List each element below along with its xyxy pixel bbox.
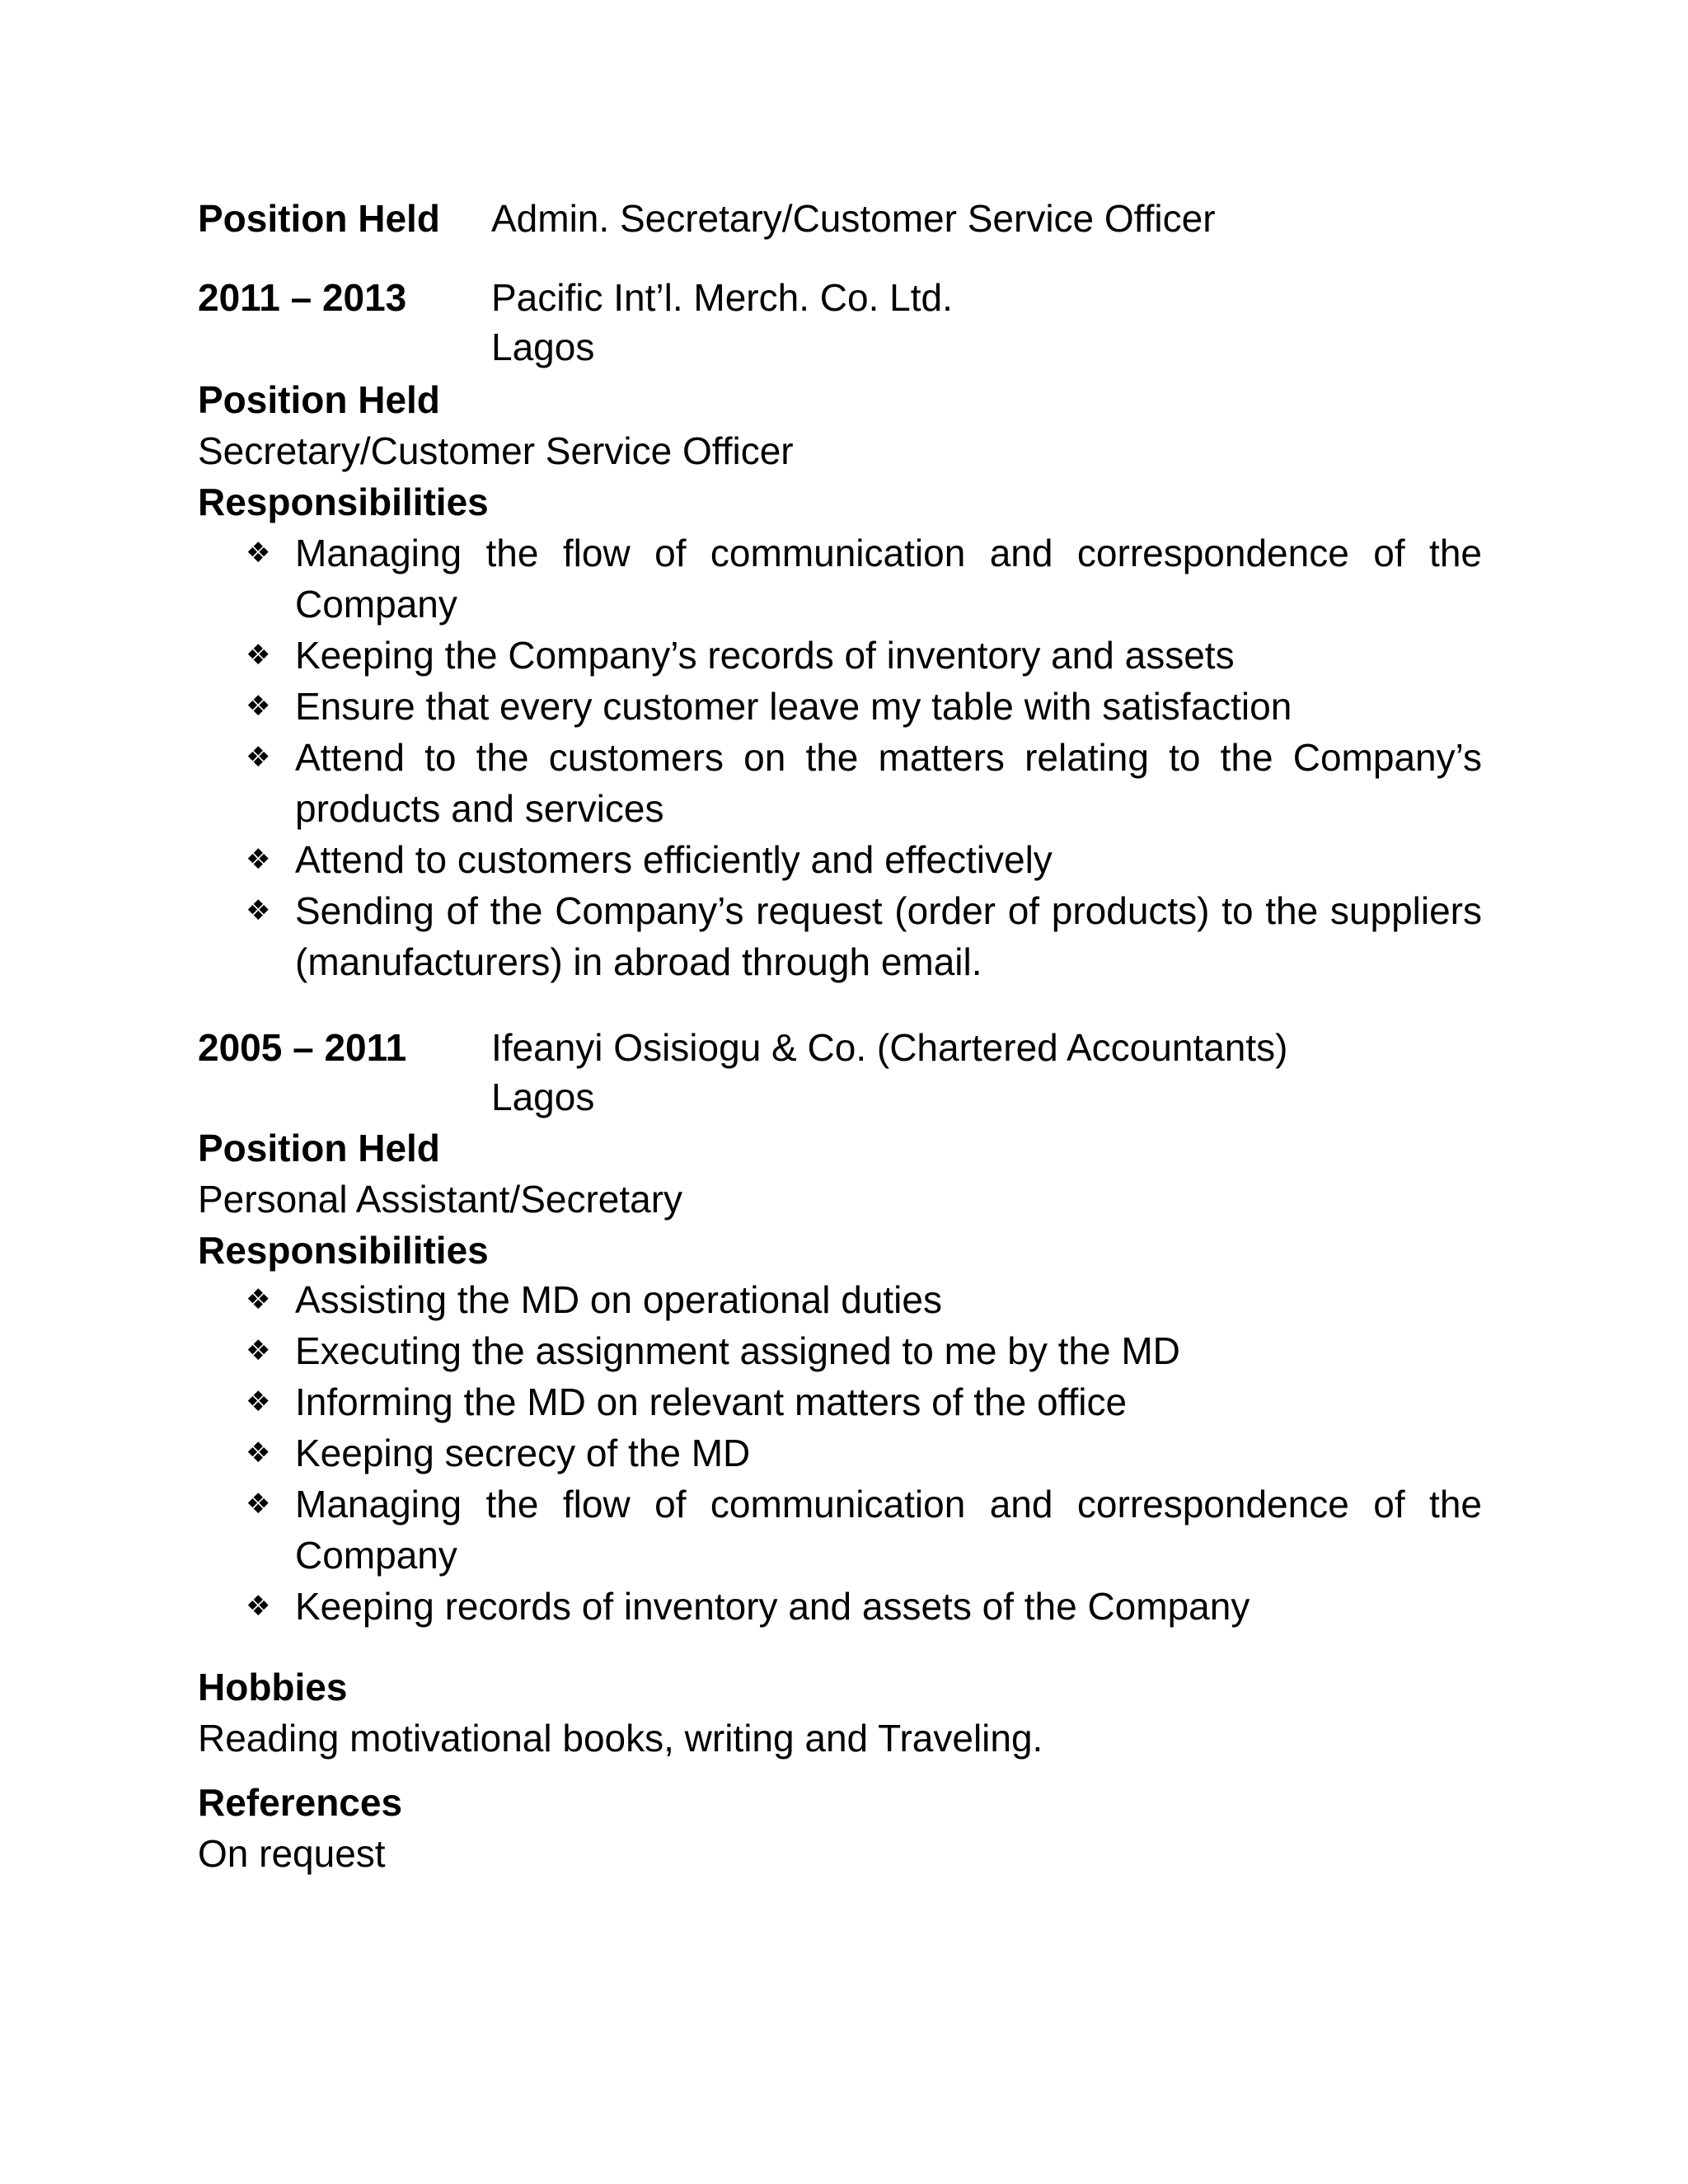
list-item: ❖ Assisting the MD on operational duties (246, 1274, 1482, 1325)
job1-position: Secretary/Customer Service Officer (198, 429, 794, 472)
bullet-icon: ❖ (246, 1488, 271, 1521)
list-item: ❖ Sending of the Company’s request (order of products) to the suppliers (manufacturers) in abroad through email. (246, 885, 1482, 987)
bullet-icon: ❖ (246, 639, 271, 672)
job1-responsibilities-list (246, 527, 1482, 987)
bullet-icon: ❖ (246, 843, 271, 876)
job2-years: 2005 – 2011 (198, 1026, 407, 1069)
list-item: ❖ Attend to the customers on the matters relating to the Company’s products and services (246, 732, 1482, 834)
list-item: ❖ Keeping the Company’s records of inventory and assets (246, 630, 1482, 681)
list-item: ❖ Managing the flow of communication and correspondence of the Company (246, 1479, 1482, 1581)
job2-responsibilities-list (246, 1274, 1482, 1632)
bullet-icon: ❖ (246, 1334, 271, 1367)
bullet-icon: ❖ (246, 690, 271, 723)
job1-years: 2011 – 2013 (198, 276, 407, 319)
bullet-icon: ❖ (246, 1590, 271, 1623)
job2-company: Ifeanyi Osisiogu & Co. (Chartered Accountants) (491, 1026, 1288, 1069)
list-item: ❖ Keeping records of inventory and assets of the Company (246, 1581, 1482, 1632)
job1-company: Pacific Int’l. Merch. Co. Ltd. (491, 276, 953, 319)
hobbies-text: Reading motivational books, writing and Traveling. (198, 1717, 1043, 1760)
bullet-icon: ❖ (246, 1283, 271, 1316)
job2-position: Personal Assistant/Secretary (198, 1178, 683, 1221)
list-item: ❖ Keeping secrecy of the MD (246, 1427, 1482, 1479)
list-item: ❖ Managing the flow of communication and correspondence of the Company (246, 527, 1482, 630)
list-item: ❖ Executing the assignment assigned to me by the MD (246, 1325, 1482, 1376)
job1-position-label: Position Held (198, 378, 440, 421)
list-item: ❖ Informing the MD on relevant matters of the office (246, 1376, 1482, 1427)
bullet-icon: ❖ (246, 537, 271, 569)
position-held-label: Position Held (198, 197, 440, 240)
job2-city: Lagos (491, 1076, 595, 1118)
references-label: References (198, 1781, 403, 1824)
job2-position-label: Position Held (198, 1127, 440, 1169)
list-item: ❖ Ensure that every customer leave my table with satisfaction (246, 681, 1482, 732)
job1-city: Lagos (491, 326, 595, 368)
bullet-icon: ❖ (246, 1436, 271, 1469)
hobbies-label: Hobbies (198, 1666, 348, 1708)
job2-responsibilities-label: Responsibilities (198, 1229, 489, 1272)
position-held-value: Admin. Secretary/Customer Service Officer (491, 197, 1216, 240)
bullet-icon: ❖ (246, 1385, 271, 1418)
list-item: ❖ Attend to customers efficiently and effectively (246, 834, 1482, 885)
bullet-icon: ❖ (246, 741, 271, 774)
bullet-icon: ❖ (246, 894, 271, 927)
references-text: On request (198, 1832, 386, 1875)
job1-responsibilities-label: Responsibilities (198, 480, 489, 523)
